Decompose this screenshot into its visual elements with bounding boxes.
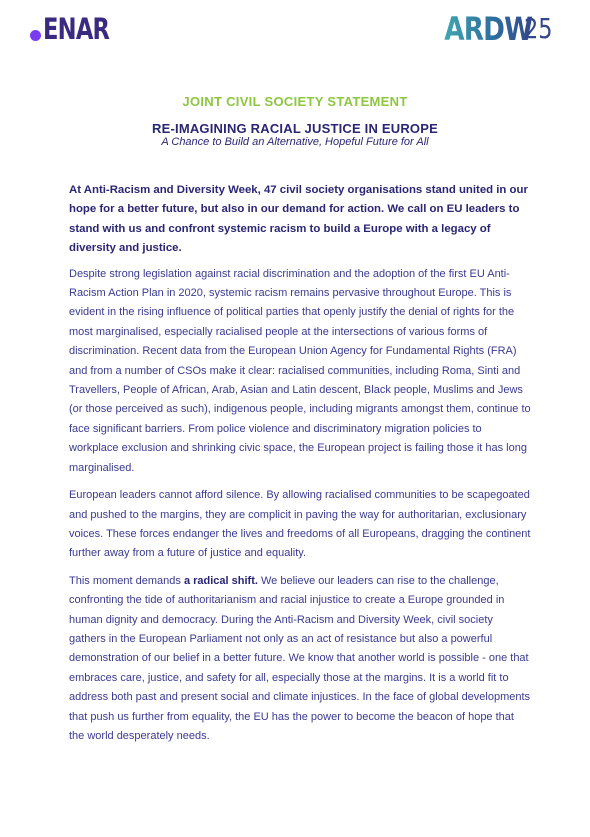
ardw-logo-text: ARDW xyxy=(444,10,533,48)
lead-paragraph: At Anti-Racism and Diversity Week, 47 civil society organisations stand united in our hope for a better future, but also in our demand for action. We call on EU leaders to stand with us and confront systemic racism to build a Europe with a legacy of diversity and justice. xyxy=(69,184,528,255)
ardw-logo xyxy=(425,10,560,48)
paragraph-1: Despite strong legislation against racial discrimination and the adoption of the first EU Anti-Racism Action Plan in 2020, systemic racism remains pervasive throughout Europe. This is evident in the rising influence of political parties that openly justify the denial of rights for the most marginalised, especially racialised people at the intersections of various forms of discrimination. Recent data from the European Union Agency for Fundamental Rights (FRA) and from a number of CSOs make it clear: racialised communities, including Roma, Sinti and Travellers, People of African, Arab, Asian and Latin descent, Black people, Muslims and Jews (or those perceived as such), indigenous people, including migrants amongst them, continue to face significant barriers. From police violence and discriminatory migration policies to workplace exclusion and shrinking civic space, the European project is failing those it has long marginalised. xyxy=(69,267,531,474)
paragraph-3-start: This moment demands xyxy=(69,574,184,587)
paragraph-3-emphasis: a radical shift. xyxy=(183,574,258,587)
statement-title: RE-IMAGINING RACIAL JUSTICE IN EUROPE xyxy=(152,121,438,136)
statement-kicker: JOINT CIVIL SOCIETY STATEMENT xyxy=(182,94,408,109)
ardw-logo-number: 25 xyxy=(524,12,553,45)
enar-logo-dot-icon xyxy=(30,30,41,41)
paragraph-3-rest: We believe our leaders can rise to the challenge, confronting the tide of authoritarianism and racial injustice to create a Europe grounded in human dignity and democracy. During the Anti-Racism and Diversity Week, civil society gathers in the European Parliament not only as an act of resistance but also a powerful demonstration of our belief in a better future. We know that another world is possible - one that embraces care, justice, and safety for all, especially those at the margins. It is a world fit to address both past and present social and climate injustices. In the face of global developments that push us further from equality, the EU has the power to become the beacon of hope that the world desperately needs. xyxy=(69,574,531,742)
paragraph-3 xyxy=(69,572,531,747)
enar-logo-text: ENAR xyxy=(43,12,110,46)
enar-logo xyxy=(30,12,128,46)
statement-subtitle: A Chance to Build an Alternative, Hopeful Future for All xyxy=(161,136,429,148)
statement-body xyxy=(69,181,531,754)
paragraph-2: European leaders cannot afford silence. By allowing racialised communities to be scapegoated and pushed to the margins, they are complicit in paving the way for authoritarian, exclusionary voices. These forces endanger the lives and freedoms of all Europeans, dragging the continent further away from a future of justice and equality. xyxy=(69,489,531,560)
